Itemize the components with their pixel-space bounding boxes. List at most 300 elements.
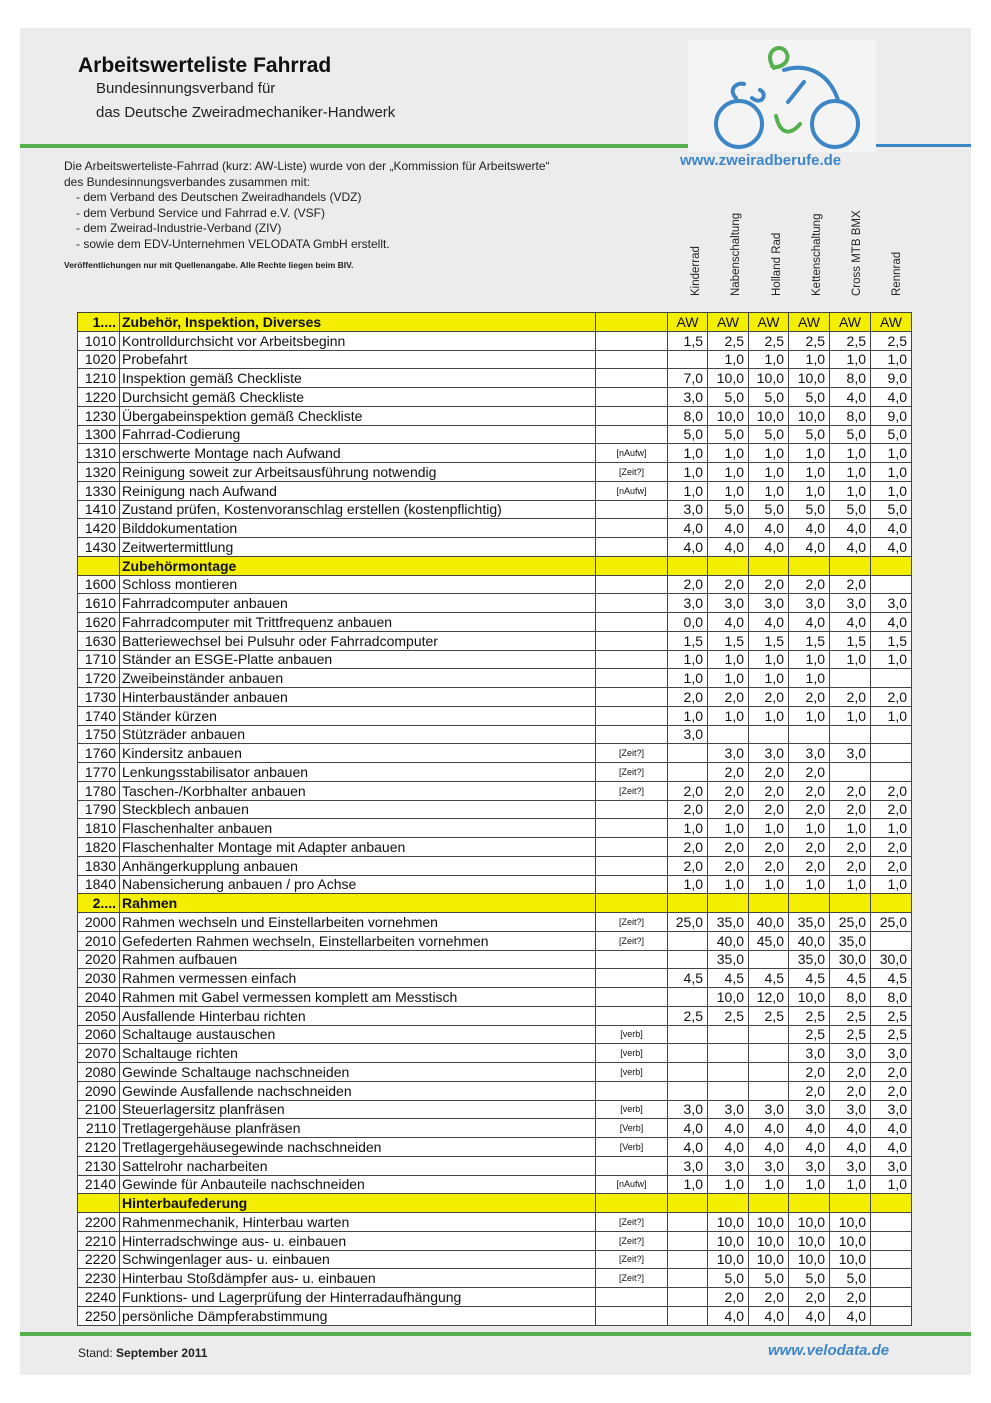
row-tag: [Zeit?] — [596, 1231, 668, 1250]
row-value: 3,0 — [668, 594, 708, 613]
row-value — [668, 1250, 708, 1269]
row-value: 1,0 — [871, 463, 912, 482]
row-value: 3,0 — [789, 1156, 830, 1175]
row-value: 2,0 — [668, 575, 708, 594]
row-value: 1,0 — [871, 444, 912, 463]
row-description: Zubehörmontage — [120, 556, 596, 575]
row-description: Gewinde Ausfallende nachschneiden — [120, 1081, 596, 1100]
row-code: 1.... — [78, 313, 120, 332]
row-code: 2010 — [78, 931, 120, 950]
row-value: 3,0 — [749, 744, 789, 763]
column-header-kinderrad: Kinderrad — [690, 246, 702, 296]
row-value: 25,0 — [871, 913, 912, 932]
row-tag: [nAufw] — [596, 444, 668, 463]
row-value: 1,0 — [789, 463, 830, 482]
table-row — [78, 875, 912, 894]
intro-item-velodata: - sowie dem EDV-Unternehmen VELODATA GmbH erstellt. — [76, 236, 390, 251]
row-value: 1,0 — [749, 875, 789, 894]
row-value: 4,0 — [668, 1138, 708, 1157]
row-value — [668, 1213, 708, 1232]
row-value: 1,0 — [789, 1175, 830, 1194]
row-value: 8,0 — [668, 406, 708, 425]
row-value: 10,0 — [749, 369, 789, 388]
row-value: 2,5 — [789, 331, 830, 350]
row-value — [871, 669, 912, 688]
row-value: 1,0 — [789, 819, 830, 838]
row-value: 5,0 — [789, 425, 830, 444]
row-value: 10,0 — [830, 1250, 871, 1269]
row-value: 2,0 — [871, 688, 912, 707]
row-value: 1,0 — [668, 650, 708, 669]
column-header-rennrad: Rennrad — [891, 251, 903, 296]
row-value: 1,0 — [871, 1175, 912, 1194]
stand-date — [78, 1346, 207, 1360]
row-value: 40,0 — [708, 931, 749, 950]
row-code: 1780 — [78, 781, 120, 800]
row-description: Ausfallende Hinterbau richten — [120, 1006, 596, 1025]
row-code: 1760 — [78, 744, 120, 763]
row-value: 4,0 — [871, 1138, 912, 1157]
row-value — [789, 1194, 830, 1213]
row-value: 10,0 — [749, 1250, 789, 1269]
row-code: 1750 — [78, 725, 120, 744]
row-value: 45,0 — [749, 931, 789, 950]
row-value: 2,5 — [830, 1025, 871, 1044]
table-row — [78, 594, 912, 613]
row-value: 4,0 — [668, 519, 708, 538]
row-code: 2100 — [78, 1100, 120, 1119]
row-description: Schaltauge austauschen — [120, 1025, 596, 1044]
row-tag — [596, 969, 668, 988]
row-description: Hinterbauständer anbauen — [120, 688, 596, 707]
row-code: 1620 — [78, 613, 120, 632]
row-code: 1320 — [78, 463, 120, 482]
table-row — [78, 950, 912, 969]
table-row — [78, 706, 912, 725]
row-value: 2,5 — [789, 1025, 830, 1044]
row-value — [749, 1194, 789, 1213]
row-value — [668, 556, 708, 575]
row-value: 1,0 — [789, 350, 830, 369]
row-value — [871, 1306, 912, 1325]
row-value: 4,0 — [749, 1138, 789, 1157]
row-value: 35,0 — [708, 950, 749, 969]
header-blue-rule — [876, 144, 971, 147]
row-code: 2000 — [78, 913, 120, 932]
row-code: 2090 — [78, 1081, 120, 1100]
row-value: 1,0 — [749, 444, 789, 463]
row-value: 10,0 — [708, 988, 749, 1007]
cyclist-logo — [688, 40, 876, 152]
row-value: 35,0 — [789, 950, 830, 969]
row-value: 5,0 — [708, 425, 749, 444]
row-tag: [Zeit?] — [596, 1250, 668, 1269]
row-value: 4,0 — [749, 519, 789, 538]
row-description: Rahmenmechanik, Hinterbau warten — [120, 1213, 596, 1232]
row-code — [78, 1194, 120, 1213]
row-code: 2020 — [78, 950, 120, 969]
table-row — [78, 1025, 912, 1044]
row-value — [668, 1063, 708, 1082]
row-tag: [Zeit?] — [596, 1269, 668, 1288]
intro-item-vsf: - dem Verbund Service und Fahrrad e.V. (VSF) — [76, 205, 326, 220]
row-description: erschwerte Montage nach Aufwand — [120, 444, 596, 463]
row-value: 8,0 — [830, 988, 871, 1007]
row-description: Steuerlagersitz planfräsen — [120, 1100, 596, 1119]
row-value — [830, 763, 871, 782]
row-value — [708, 1081, 749, 1100]
row-value: 1,0 — [668, 706, 708, 725]
row-tag: [nAufw] — [596, 481, 668, 500]
zweiradberufe-link[interactable]: www.zweiradberufe.de — [680, 152, 842, 169]
table-row — [78, 931, 912, 950]
row-code: 2060 — [78, 1025, 120, 1044]
intro-text — [64, 159, 684, 274]
row-value: 1,0 — [708, 669, 749, 688]
row-description: persönliche Dämpferabstimmung — [120, 1306, 596, 1325]
row-value — [749, 1025, 789, 1044]
row-tag — [596, 388, 668, 407]
subtitle-line-2: das Deutsche Zweiradmechaniker-Handwerk — [96, 104, 396, 121]
row-value — [871, 1194, 912, 1213]
row-description: Steckblech anbauen — [120, 800, 596, 819]
row-value — [708, 1194, 749, 1213]
row-value: 10,0 — [708, 1250, 749, 1269]
table-row — [78, 1119, 912, 1138]
row-value: 1,0 — [789, 706, 830, 725]
row-description: Durchsicht gemäß Checkliste — [120, 388, 596, 407]
row-value: 4,0 — [830, 388, 871, 407]
column-header-holland-rad: Holland Rad — [771, 232, 783, 296]
table-row — [78, 1213, 912, 1232]
row-description: Bilddokumentation — [120, 519, 596, 538]
row-value: 4,0 — [789, 1138, 830, 1157]
row-value: 2,0 — [708, 838, 749, 857]
row-value: 3,0 — [830, 1100, 871, 1119]
row-code: 1010 — [78, 331, 120, 350]
row-tag: [Zeit?] — [596, 1213, 668, 1232]
row-value — [708, 556, 749, 575]
row-code: 1420 — [78, 519, 120, 538]
row-description: Schloss montieren — [120, 575, 596, 594]
column-header-kettenschaltung: Kettenschaltung — [811, 213, 823, 296]
row-tag — [596, 800, 668, 819]
row-value: 8,0 — [871, 988, 912, 1007]
row-value: 3,0 — [830, 744, 871, 763]
row-value: 10,0 — [789, 1213, 830, 1232]
row-description: Batteriewechsel bei Pulsuhr oder Fahrradcomputer — [120, 631, 596, 650]
row-value: 8,0 — [830, 406, 871, 425]
row-description: Reinigung soweit zur Arbeitsausführung notwendig — [120, 463, 596, 482]
row-value: 3,0 — [668, 725, 708, 744]
row-value: 4,5 — [789, 969, 830, 988]
row-code: 1720 — [78, 669, 120, 688]
header-green-rule — [20, 144, 688, 148]
row-value: 1,0 — [708, 706, 749, 725]
row-value: 4,0 — [708, 1138, 749, 1157]
row-value: 10,0 — [708, 1213, 749, 1232]
row-value: 5,0 — [830, 1269, 871, 1288]
row-value: 3,0 — [789, 1044, 830, 1063]
row-value: 1,0 — [830, 481, 871, 500]
row-value: 2,0 — [668, 800, 708, 819]
row-value: 5,0 — [749, 500, 789, 519]
row-tag — [596, 650, 668, 669]
row-value: 10,0 — [749, 1213, 789, 1232]
row-tag — [596, 1156, 668, 1175]
row-value: 2,0 — [789, 781, 830, 800]
row-value: 2,0 — [830, 1288, 871, 1307]
row-value: 12,0 — [749, 988, 789, 1007]
row-value: 1,0 — [668, 1175, 708, 1194]
table-row — [78, 1100, 912, 1119]
row-description: Rahmen wechseln und Einstellarbeiten vornehmen — [120, 913, 596, 932]
row-value: 5,0 — [789, 388, 830, 407]
row-value — [749, 1063, 789, 1082]
row-tag — [596, 894, 668, 913]
row-tag — [596, 988, 668, 1007]
row-value: 4,5 — [708, 969, 749, 988]
row-value: 2,5 — [830, 1006, 871, 1025]
row-value: 4,0 — [708, 613, 749, 632]
row-value: 2,0 — [830, 688, 871, 707]
table-row — [78, 838, 912, 857]
row-value: 9,0 — [871, 369, 912, 388]
row-value: 1,0 — [708, 875, 749, 894]
row-code: 2200 — [78, 1213, 120, 1232]
row-value: 4,0 — [871, 613, 912, 632]
row-tag — [596, 856, 668, 875]
row-value: 25,0 — [668, 913, 708, 932]
row-value: 4,0 — [708, 1306, 749, 1325]
row-code: 1410 — [78, 500, 120, 519]
row-value — [871, 725, 912, 744]
row-value: 10,0 — [789, 369, 830, 388]
intro-item-ziv: - dem Zweirad-Industrie-Verband (ZIV) — [76, 221, 282, 235]
row-tag — [596, 1006, 668, 1025]
column-header-nabenschaltung: Nabenschaltung — [730, 212, 742, 296]
row-value: 1,0 — [749, 706, 789, 725]
row-value: 4,5 — [668, 969, 708, 988]
row-value: 4,0 — [668, 1119, 708, 1138]
row-tag — [596, 313, 668, 332]
row-tag — [596, 613, 668, 632]
row-value: 10,0 — [830, 1213, 871, 1232]
row-value: 40,0 — [749, 913, 789, 932]
table-row — [78, 463, 912, 482]
row-value: 2,0 — [749, 856, 789, 875]
row-value — [668, 763, 708, 782]
row-value: 2,5 — [871, 331, 912, 350]
row-value — [708, 1063, 749, 1082]
row-value: 3,0 — [789, 594, 830, 613]
row-value — [871, 1288, 912, 1307]
row-tag: [verb] — [596, 1063, 668, 1082]
row-value: 1,0 — [749, 463, 789, 482]
document-page — [20, 28, 971, 1375]
arbeitswerte-table — [77, 312, 912, 1326]
row-description: Tretlagergehäusegewinde nachschneiden — [120, 1138, 596, 1157]
row-value — [789, 725, 830, 744]
row-value: 2,0 — [789, 838, 830, 857]
row-value — [830, 556, 871, 575]
section-row — [78, 1194, 912, 1213]
table-row — [78, 725, 912, 744]
row-value — [871, 1231, 912, 1250]
row-code: 1610 — [78, 594, 120, 613]
row-value: 4,0 — [789, 1306, 830, 1325]
row-value: 1,5 — [668, 331, 708, 350]
row-code — [78, 556, 120, 575]
row-value: 1,5 — [708, 631, 749, 650]
row-value: 1,0 — [871, 706, 912, 725]
row-value — [749, 894, 789, 913]
row-value — [708, 894, 749, 913]
row-value — [871, 894, 912, 913]
row-description: Anhängerkupplung anbauen — [120, 856, 596, 875]
row-description: Hinterradschwinge aus- u. einbauen — [120, 1231, 596, 1250]
row-tag — [596, 725, 668, 744]
row-tag — [596, 594, 668, 613]
row-value: 2,0 — [830, 856, 871, 875]
row-value: 2,0 — [871, 856, 912, 875]
row-tag — [596, 425, 668, 444]
row-value: 2,0 — [871, 1081, 912, 1100]
row-value: 3,0 — [708, 1100, 749, 1119]
row-tag: [verb] — [596, 1044, 668, 1063]
intro-line-2: des Bundesinnungsverbandes zusammen mit: — [64, 174, 311, 189]
table-row — [78, 350, 912, 369]
row-value: 2,0 — [708, 1288, 749, 1307]
row-value: 4,0 — [830, 1119, 871, 1138]
row-value: 2,0 — [749, 838, 789, 857]
table-row — [78, 1306, 912, 1325]
intro-item-vdz: - dem Verband des Deutschen Zweiradhandels (VDZ) — [76, 190, 362, 204]
row-value: 3,0 — [871, 1100, 912, 1119]
table-row — [78, 369, 912, 388]
row-value: 2,0 — [871, 800, 912, 819]
row-code: 1830 — [78, 856, 120, 875]
row-value: 4,0 — [749, 538, 789, 557]
row-description: Taschen-/Korbhalter anbauen — [120, 781, 596, 800]
row-code: 2.... — [78, 894, 120, 913]
row-code: 1810 — [78, 819, 120, 838]
row-value — [830, 894, 871, 913]
row-description: Schwingenlager aus- u. einbauen — [120, 1250, 596, 1269]
row-code: 1820 — [78, 838, 120, 857]
row-value: 2,5 — [789, 1006, 830, 1025]
row-value — [871, 1250, 912, 1269]
row-value: 5,0 — [830, 500, 871, 519]
table-row — [78, 1250, 912, 1269]
row-code: 2080 — [78, 1063, 120, 1082]
velodata-link[interactable]: www.velodata.de — [768, 1342, 890, 1359]
row-value: 1,0 — [749, 669, 789, 688]
rights-note: Veröffentlichungen nur mit Quellenangabe. Alle Rechte liegen beim BIV. — [64, 260, 354, 270]
row-value — [871, 1213, 912, 1232]
row-tag — [596, 875, 668, 894]
row-description: Schaltauge richten — [120, 1044, 596, 1063]
row-description: Kindersitz anbauen — [120, 744, 596, 763]
row-description: Gewinde für Anbauteile nachschneiden — [120, 1175, 596, 1194]
row-description: Hinterbaufederung — [120, 1194, 596, 1213]
section-row — [78, 313, 912, 332]
row-value: 1,0 — [668, 463, 708, 482]
row-value: 4,0 — [830, 613, 871, 632]
table-row — [78, 969, 912, 988]
row-value — [830, 669, 871, 688]
row-value: 5,0 — [749, 1269, 789, 1288]
row-description: Rahmen aufbauen — [120, 950, 596, 969]
row-value: 2,0 — [871, 838, 912, 857]
row-value: 35,0 — [708, 913, 749, 932]
row-value: 2,0 — [708, 763, 749, 782]
table-row — [78, 1156, 912, 1175]
row-value: 8,0 — [830, 369, 871, 388]
row-code: 2120 — [78, 1138, 120, 1157]
row-value: 1,0 — [871, 819, 912, 838]
row-value: 1,0 — [830, 350, 871, 369]
row-value: 5,0 — [708, 500, 749, 519]
row-value: 1,5 — [830, 631, 871, 650]
row-value: AW — [830, 313, 871, 332]
row-value: 3,0 — [668, 500, 708, 519]
document-title: Arbeitswerteliste Fahrrad — [78, 54, 332, 77]
row-code: 2110 — [78, 1119, 120, 1138]
row-value: 1,0 — [789, 669, 830, 688]
row-description: Nabensicherung anbauen / pro Achse — [120, 875, 596, 894]
row-tag: [Zeit?] — [596, 913, 668, 932]
row-value: 3,0 — [749, 1100, 789, 1119]
row-value: 25,0 — [830, 913, 871, 932]
row-value: 3,0 — [789, 1100, 830, 1119]
row-tag — [596, 406, 668, 425]
row-value: 1,5 — [789, 631, 830, 650]
row-description: Zubehör, Inspektion, Diverses — [120, 313, 596, 332]
row-value: 2,0 — [708, 575, 749, 594]
row-value: 3,0 — [668, 1100, 708, 1119]
table-row — [78, 444, 912, 463]
table-row — [78, 819, 912, 838]
row-tag — [596, 1306, 668, 1325]
row-tag: [verb] — [596, 1100, 668, 1119]
row-value: 2,0 — [749, 1288, 789, 1307]
row-code: 1840 — [78, 875, 120, 894]
row-tag — [596, 331, 668, 350]
row-value: 2,0 — [830, 781, 871, 800]
row-value: 2,0 — [789, 1081, 830, 1100]
row-value — [708, 725, 749, 744]
row-value: 30,0 — [871, 950, 912, 969]
row-description: Ständer an ESGE-Platte anbauen — [120, 650, 596, 669]
row-value: 1,0 — [749, 481, 789, 500]
row-code: 1300 — [78, 425, 120, 444]
row-value: 1,0 — [830, 1175, 871, 1194]
row-code: 1220 — [78, 388, 120, 407]
row-description: Übergabeinspektion gemäß Checkliste — [120, 406, 596, 425]
intro-line-1: Die Arbeitswerteliste-Fahrrad (kurz: AW-Liste) wurde von der „Kommission für Arbeitswerte“ — [64, 159, 550, 173]
row-value: 40,0 — [789, 931, 830, 950]
row-description: Flaschenhalter Montage mit Adapter anbauen — [120, 838, 596, 857]
row-value: 1,0 — [789, 481, 830, 500]
row-value: 2,0 — [830, 838, 871, 857]
row-tag — [596, 1081, 668, 1100]
row-tag — [596, 369, 668, 388]
table-row — [78, 1288, 912, 1307]
row-value: 2,0 — [830, 575, 871, 594]
row-value: 10,0 — [749, 1231, 789, 1250]
row-value: 1,0 — [871, 875, 912, 894]
